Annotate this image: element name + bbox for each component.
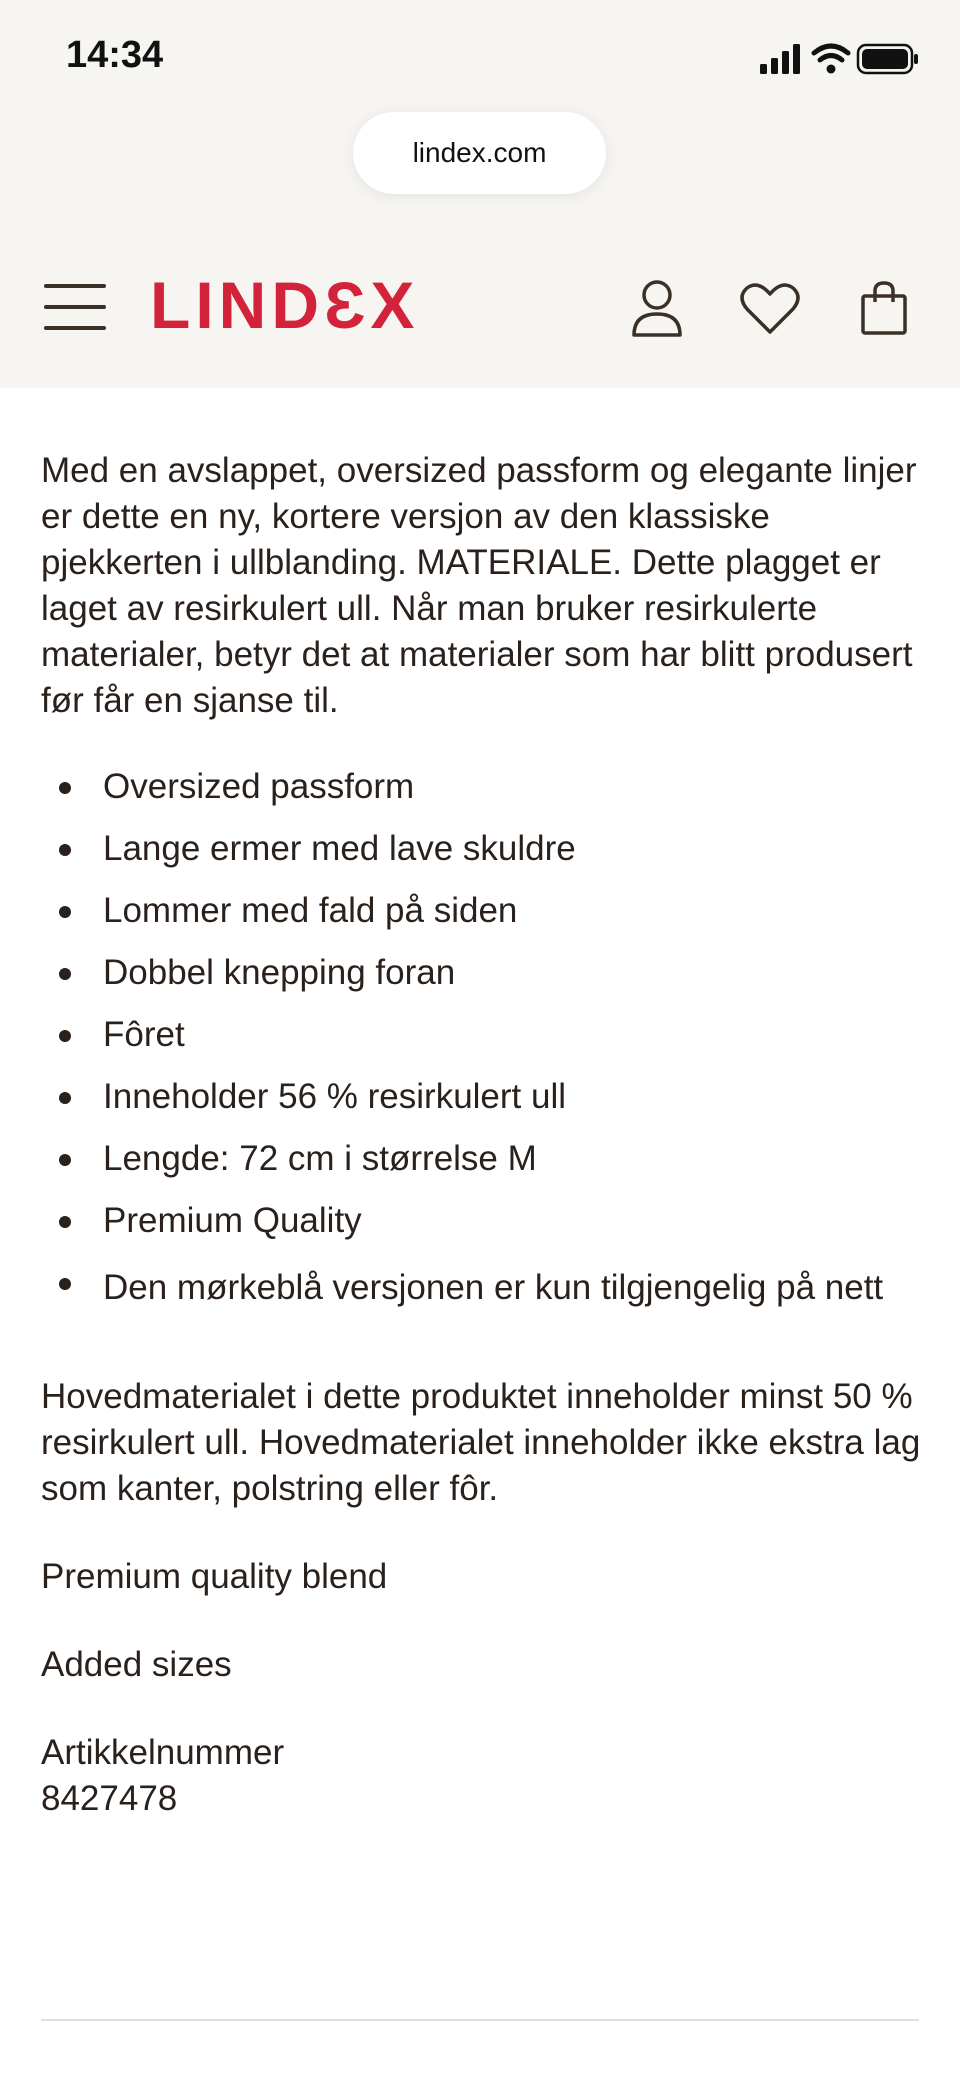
article-number: 8427478 (41, 1779, 178, 1818)
list-item: Inneholder 56 % resirkulert ull (41, 1074, 921, 1120)
list-item: Dobbel knepping foran (41, 950, 921, 996)
shopping-bag-icon[interactable] (860, 280, 908, 341)
list-item: Den mørkeblå versjonen er kun tilgjengelig på nett (41, 1260, 921, 1316)
menu-icon[interactable] (44, 282, 106, 332)
lindex-logo[interactable]: LINDƐX (150, 268, 420, 342)
battery-icon (858, 45, 918, 73)
bullet-icon (59, 1092, 71, 1104)
feature-list (41, 764, 921, 1316)
bullet-icon (59, 1154, 71, 1166)
wishlist-heart-icon[interactable] (740, 282, 800, 341)
cellular-signal-icon (760, 44, 800, 74)
top-bar (0, 0, 960, 388)
bullet-icon (59, 906, 71, 918)
site-header (0, 258, 960, 358)
quality-tag: Premium quality blend (41, 1557, 388, 1596)
material-note: Hovedmaterialet i dette produktet inneholder minst 50 % resirkulert ull. Hovedmaterialet inneholder ikke ekstra lag som kanter, polstring eller fôr. (41, 1377, 921, 1508)
wifi-icon (814, 46, 848, 60)
status-icons (752, 40, 922, 85)
status-time: 14:34 (66, 34, 164, 76)
bullet-icon (59, 844, 71, 856)
product-description: Med en avslappet, oversized passform og elegante linjer er dette en ny, kortere versjon av den klassiske pjekkerten i ullblanding. MATERIALE. Dette plagget er laget av resirkulert ull. Når man bruker resirkulerte materialer, betyr det at materialer som har blitt produsert før får en sjanse til. (41, 451, 917, 720)
bullet-icon (59, 968, 71, 980)
section-divider (41, 2019, 919, 2021)
bullet-icon (59, 1030, 71, 1042)
sizes-tag: Added sizes (41, 1645, 232, 1684)
list-item: Lange ermer med lave skuldre (41, 826, 921, 872)
bullet-icon (59, 1216, 71, 1228)
account-icon[interactable] (631, 278, 683, 343)
list-item: Premium Quality (41, 1198, 921, 1244)
article-number-label: Artikkelnummer (41, 1733, 285, 1772)
bullet-icon (59, 1278, 71, 1290)
list-item: Lommer med fald på siden (41, 888, 921, 934)
address-bar[interactable]: lindex.com (353, 112, 606, 194)
product-details (41, 380, 921, 1822)
list-item: Oversized passform (41, 764, 921, 810)
list-item: Lengde: 72 cm i størrelse M (41, 1136, 921, 1182)
list-item: Fôret (41, 1012, 921, 1058)
bullet-icon (59, 782, 71, 794)
